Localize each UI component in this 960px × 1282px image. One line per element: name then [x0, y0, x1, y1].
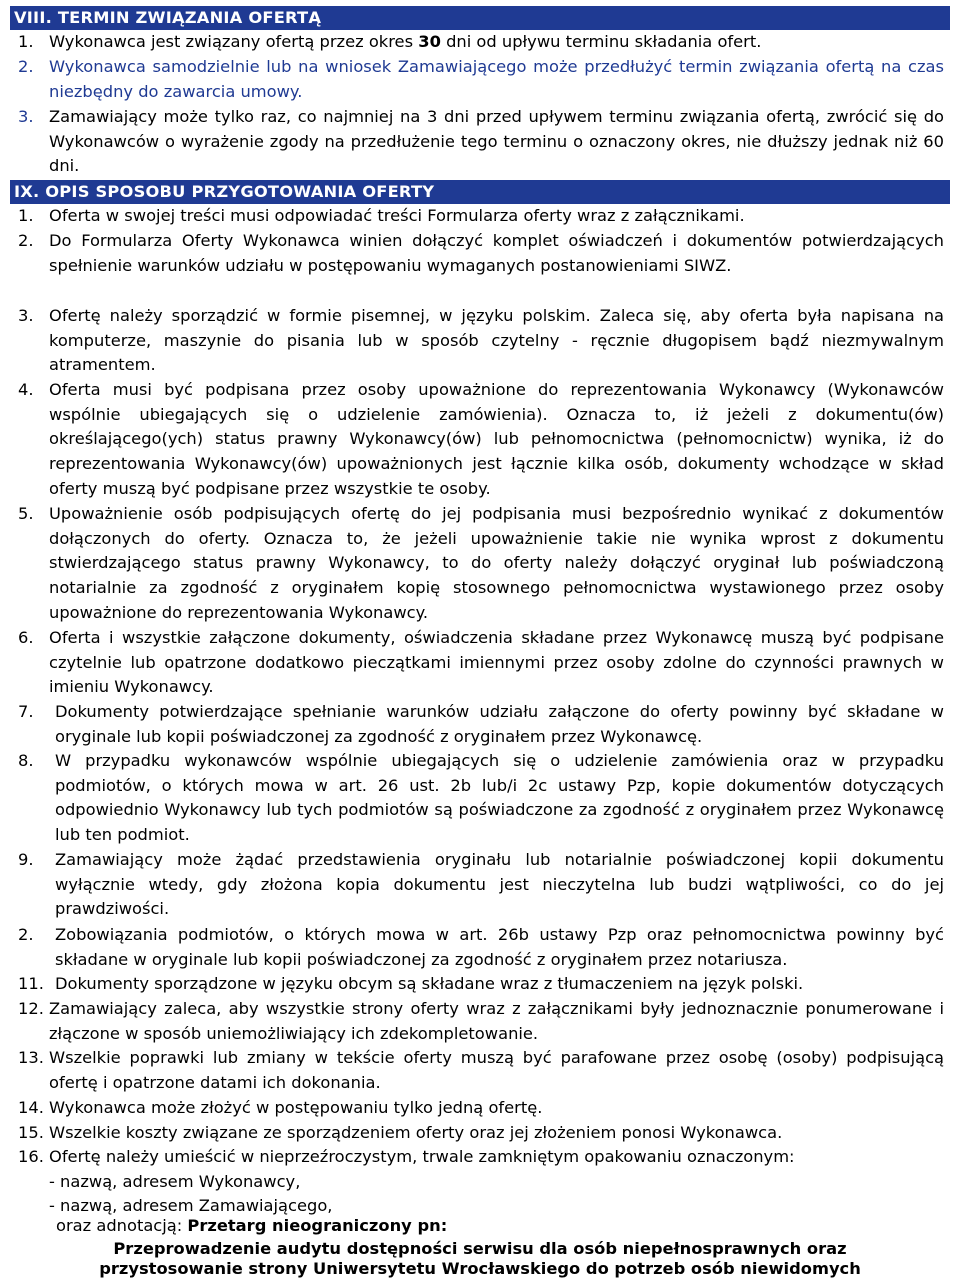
list-item [18, 700, 944, 749]
item-text: Wszelkie poprawki lub zmiany w tekście oferty muszą być parafowane przez osobę (osoby) podpisującą ofertę i opatrzone datami ich dokonania. [49, 1048, 944, 1092]
item-text: Upoważnienie osób podpisujących ofertę do jej podpisania musi bezpośrednio wynikać z dokumentów dołączonych do oferty. Oznacza to, że jeżeli upoważnienie takie nie wynika wprost z dokumentu stwierdzającego status prawny Wykonawcy, to do oferty należy dołączyć oryginał lub poświadczoną notarialnie za zgodność z oryginałem kopię stosownego pełnomocnictwa wystawionego przez osoby upoważnione do reprezentowania Wykonawcy. [49, 504, 944, 622]
item-number: 4. [18, 380, 34, 399]
item-text: Do Formularza Oferty Wykonawca winien dołączyć komplet oświadczeń i dokumentów potwierdzających spełnienie warunków udziału w postępowaniu wymaganych postanowieniami SIWZ. [49, 231, 944, 275]
item-number: 1. [18, 206, 34, 225]
item-text: Wykonawca jest związany ofertą przez okres 30 dni od upływu terminu składania ofert. [49, 32, 762, 51]
list-item [18, 749, 944, 848]
item-text: Dokumenty potwierdzające spełnianie warunków udziału załączone do oferty powinny być składane w oryginale lub kopii poświadczonej za zgodność z oryginałem przez Wykonawcę. [55, 702, 944, 746]
list-item [18, 105, 944, 179]
item-number: 2. [18, 925, 34, 944]
label-line-ordering-party: - nazwą, adresem Zamawiającego, [49, 1196, 333, 1215]
section-heading-viii: VIII. TERMIN ZWIĄZANIA OFERTĄ [10, 6, 950, 30]
item-text: Wykonawca samodzielnie lub na wniosek Zamawiającego może przedłużyć termin związania ofertą na czas niezbędny do zawarcia umowy. [49, 57, 944, 101]
item-text: Oferta musi być podpisana przez osoby upoważnione do reprezentowania Wykonawcy (Wykonawców wspólnie ubiegających się o udzielenie zamówienia). Oznacza to, iż jeżeli z dokumentu(ów) określającego(ych) status prawny Wykonawcy(ów) lub pełnomocnictwa (pełnomocnictw) wynika, iż do reprezentowania Wykonawcy(ów) upoważnionych jest łącznie kilka osób, dokumenty wchodzące w skład oferty muszą być podpisane przez wszystkie te osoby. [49, 380, 944, 498]
item-text: Zamawiający zaleca, aby wszystkie strony oferty wraz z załącznikami były jednoznacznie ponumerowane i złączone w sposób uniemożliwiający ich zdekompletowanie. [49, 999, 944, 1043]
list-item [18, 1121, 944, 1146]
item-text: Wszelkie koszty związane ze sporządzeniem oferty oraz jej złożeniem ponosi Wykonawca. [49, 1123, 783, 1142]
item-text: Wykonawca może złożyć w postępowaniu tylko jedną ofertę. [49, 1098, 543, 1117]
annotation-line: oraz adnotacją: Przetarg nieograniczony pn: [56, 1216, 448, 1235]
item-number: 12. [18, 999, 44, 1018]
item-text: W przypadku wykonawców wspólnie ubiegających się o udzielenie zamówienia oraz w przypadku podmiotów, o których mowa w art. 26 ust. 2b lub/i 2c ustawy Pzp, kopie dokumentów dotyczących odpowiednio Wykonawcy lub tych podmiotów są poświadczone za zgodność z oryginałem przez Wykonawcę lub ten podmiot. [55, 751, 944, 845]
item-text: Oferta w swojej treści musi odpowiadać treści Formularza oferty wraz z załącznikami. [49, 206, 745, 225]
list-item [18, 848, 944, 922]
item-text: Zamawiający może żądać przedstawienia oryginału lub notarialnie poświadczonej kopii dokumentu wyłącznie wtedy, gdy złożona kopia dokumentu jest nieczytelna lub budzi wątpliwości, co do jej prawdziwości. [55, 850, 944, 919]
item-text: Oferta i wszystkie załączone dokumenty, oświadczenia składane przez Wykonawcę muszą być podpisane czytelnie lub opatrzone dodatkowo pieczątkami imiennymi przez osoby zdolne do czynności prawnych w imieniu Wykonawcy. [49, 628, 944, 697]
tender-title-line-2: przystosowanie strony Uniwersytetu Wrocławskiego do potrzeb osób niewidomych [99, 1259, 861, 1278]
item-number: 13. [18, 1048, 44, 1067]
item-number: 7. [18, 702, 34, 721]
item-number: 11. [18, 974, 44, 993]
list-item [18, 229, 944, 278]
item-number: 3. [18, 107, 34, 126]
item-number: 6. [18, 628, 34, 647]
list-item [18, 378, 944, 502]
list-item [18, 923, 944, 972]
item-number: 14. [18, 1098, 44, 1117]
item-number: 15. [18, 1123, 44, 1142]
list-item [18, 502, 944, 626]
list-item [18, 1046, 944, 1095]
list-item [18, 1145, 944, 1170]
item-text: Zamawiający może tylko raz, co najmniej na 3 dni przed upływem terminu związania ofertą, zwrócić się do Wykonawców o wyrażenie zgody na przedłużenie tego terminu o oznaczony okres, nie dłuższy jednak niż 60 dni. [49, 107, 944, 176]
item-number: 3. [18, 306, 34, 325]
item-number: 8. [18, 751, 34, 770]
tender-title-line-1: Przeprowadzenie audytu dostępności serwisu dla osób niepełnosprawnych oraz [113, 1239, 847, 1258]
list-item [18, 626, 944, 700]
list-item [18, 1096, 944, 1121]
item-number: 16. [18, 1147, 44, 1166]
item-text: Ofertę należy umieścić w nieprzeźroczystym, trwale zamkniętym opakowaniu oznaczonym: [49, 1147, 795, 1166]
list-item [18, 55, 944, 104]
item-number: 2. [18, 57, 34, 76]
list-item [18, 997, 944, 1046]
list-item [18, 30, 944, 55]
label-line-contractor: - nazwą, adresem Wykonawcy, [49, 1172, 301, 1191]
list-item [18, 304, 944, 378]
item-number: 9. [18, 850, 34, 869]
item-number: 2. [18, 231, 34, 250]
item-text: Ofertę należy sporządzić w formie pisemnej, w języku polskim. Zaleca się, aby oferta była napisana na komputerze, maszynie do pisania lub w sposób czytelny - ręcznie długopisem bądź niezmywalnym atramentem. [49, 306, 944, 375]
item-text: Zobowiązania podmiotów, o których mowa w art. 26b ustawy Pzp oraz pełnomocnictwa powinny być składane w oryginale lub kopii poświadczonej za zgodność z oryginałem przez notariusza. [55, 925, 944, 969]
list-item [18, 204, 944, 229]
list-item [18, 972, 944, 997]
item-number: 5. [18, 504, 34, 523]
item-number: 1. [18, 32, 34, 51]
item-text: Dokumenty sporządzone w języku obcym są składane wraz z tłumaczeniem na język polski. [55, 974, 804, 993]
section-heading-ix: IX. OPIS SPOSOBU PRZYGOTOWANIA OFERTY [10, 180, 950, 204]
